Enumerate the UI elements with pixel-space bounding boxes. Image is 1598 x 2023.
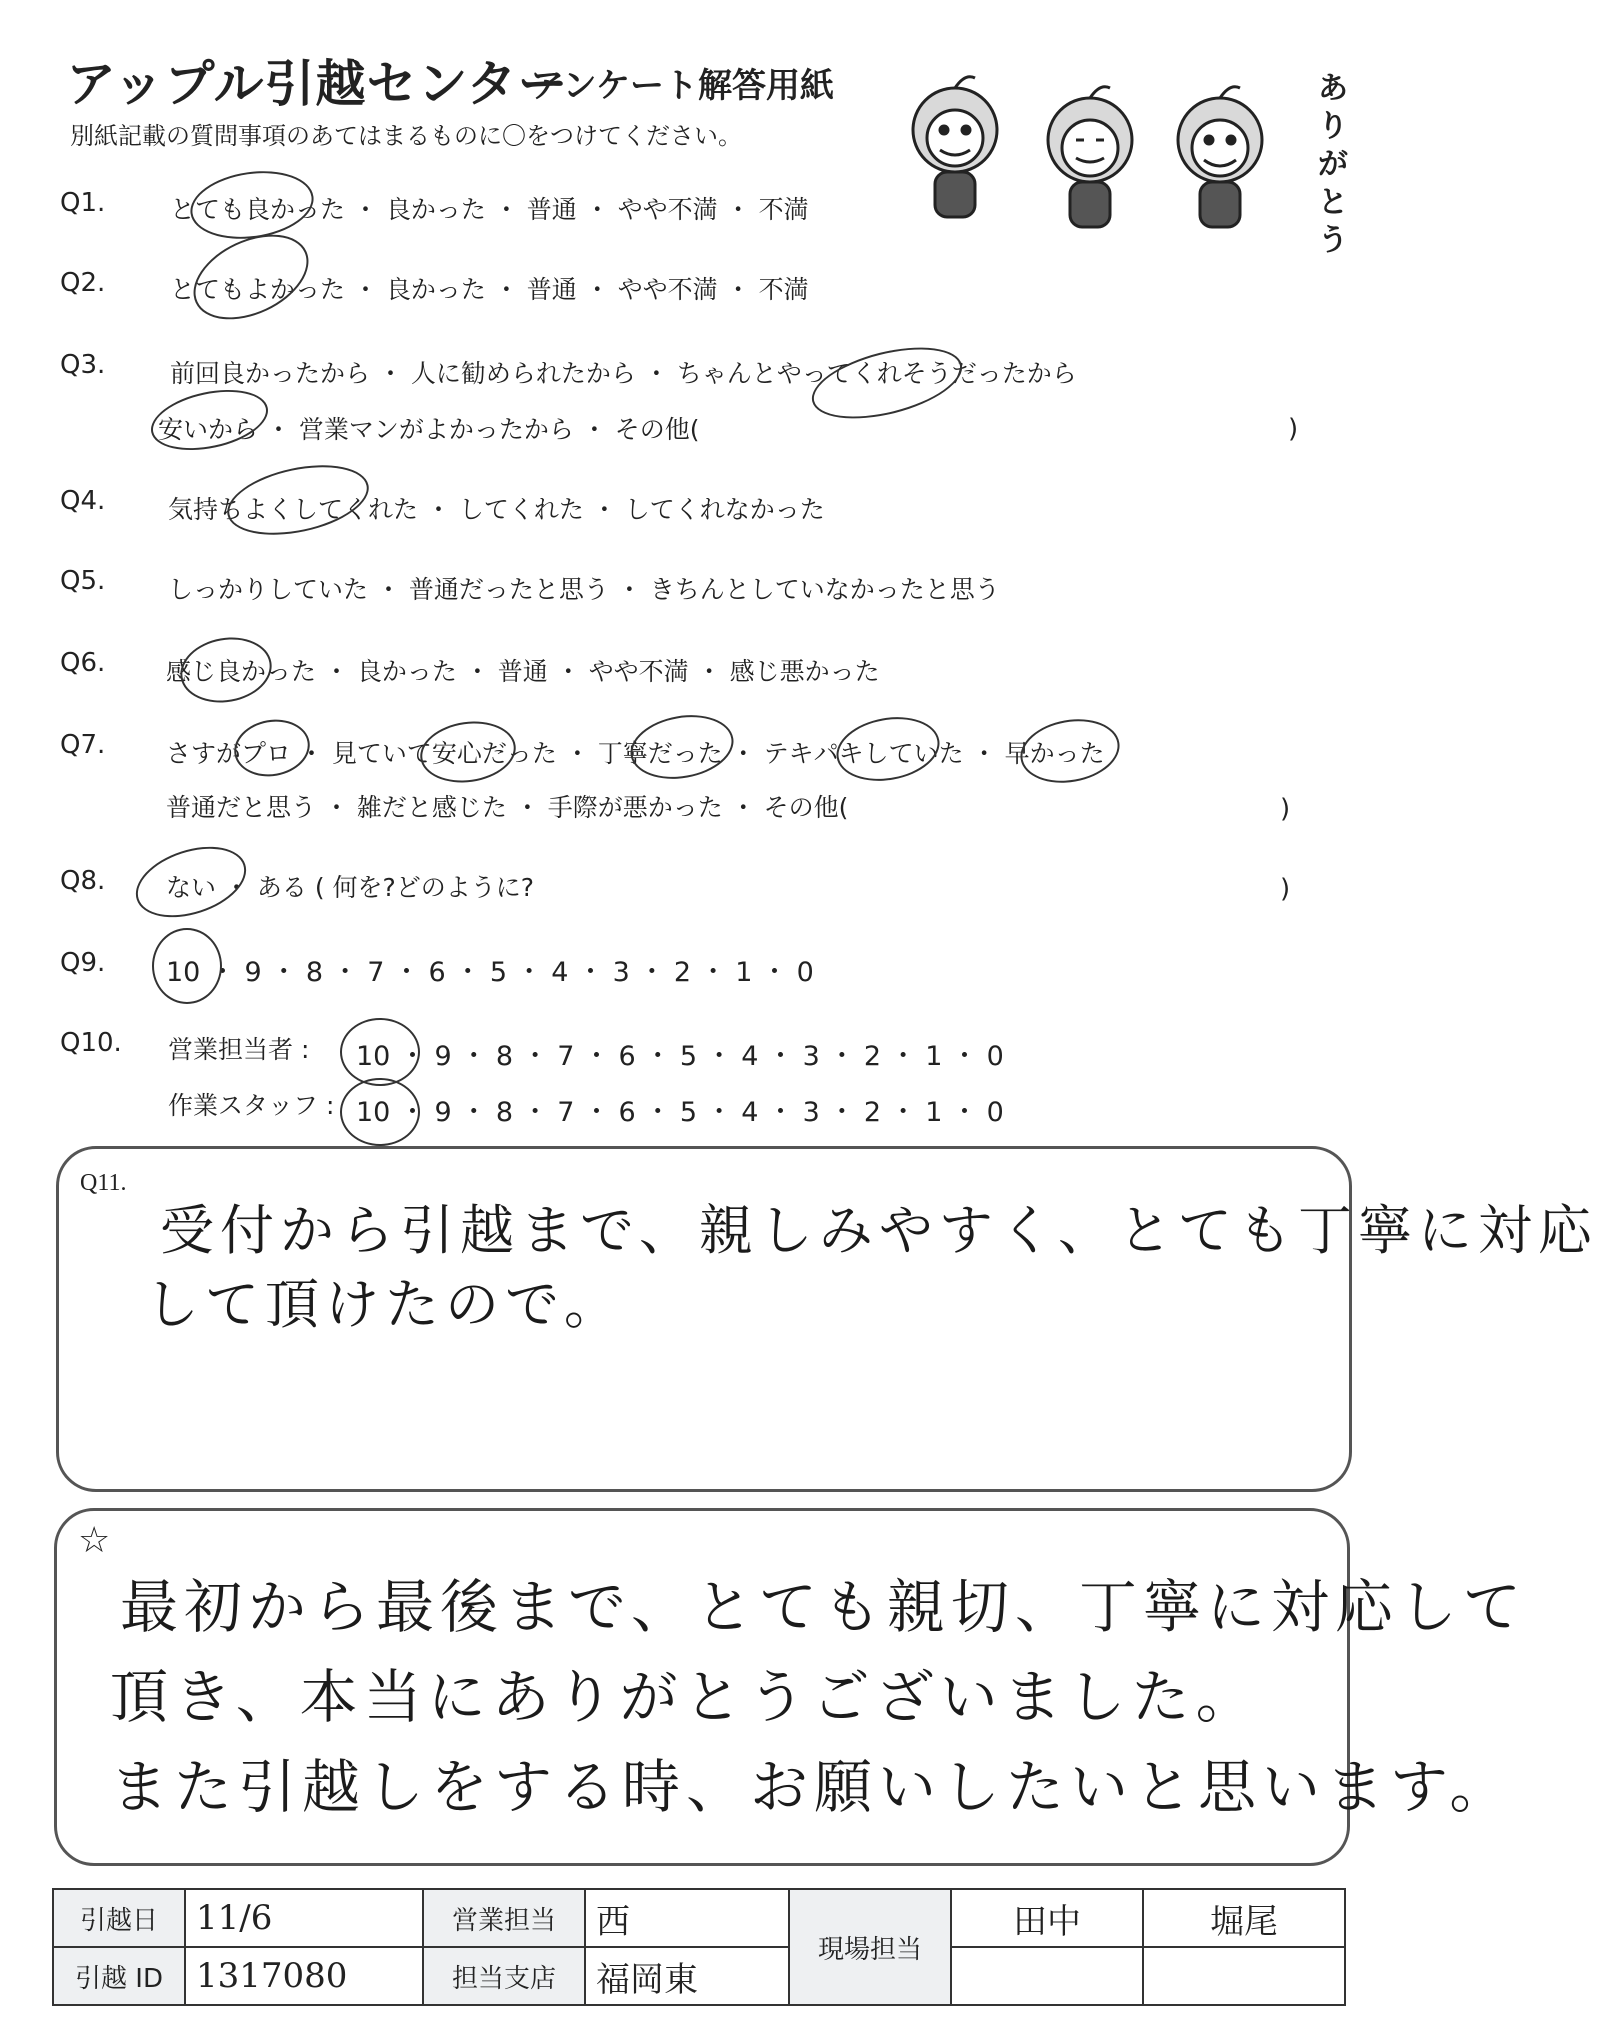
q4-options[interactable]: 気持ちよくしてくれた ・ してくれた ・ してくれなかった <box>168 495 825 524</box>
move-info-table <box>52 1888 1346 2006</box>
q7-answer-circle-2 <box>416 716 519 789</box>
q5-number: Q5. <box>60 566 106 596</box>
star-icon: ☆ <box>78 1520 111 1561</box>
q6-answer-circle <box>175 630 277 709</box>
comment-handwritten-line3: また引越しをする時、お願いしたいと思います。 <box>110 1753 1514 1821</box>
q6-options[interactable]: 感じ良かった ・ 良かった ・ 普通 ・ やや不満 ・ 感じ悪かった <box>166 657 880 686</box>
move-date-value: 11/6 <box>185 1889 423 1947</box>
q3-number: Q3. <box>60 350 106 380</box>
q8-options[interactable]: ない ・ ある ( 何を?どのように? <box>166 873 535 902</box>
sales-rep-value: 西 <box>585 1889 789 1947</box>
q1-answer-circle <box>186 164 318 247</box>
q1-number: Q1. <box>60 188 106 218</box>
q1-options[interactable]: とても良かった ・ 良かった ・ 普通 ・ やや不満 ・ 不満 <box>170 195 809 224</box>
q3-answer-circle-1 <box>805 334 969 431</box>
site-staff-2-value: 堀尾 <box>1143 1889 1345 1947</box>
q3-close-paren: ) <box>1288 414 1299 444</box>
q8-close-paren: ) <box>1280 874 1291 904</box>
sales-rep-label: 営業担当 <box>423 1889 585 1947</box>
q10-number: Q10. <box>60 1028 122 1058</box>
q7-answer-circle-1 <box>230 714 315 782</box>
q11-handwritten-line1: 受付から引越まで、親しみやすく、とても丁寧に対応 <box>160 1199 1598 1262</box>
q9-answer-circle <box>152 928 222 1004</box>
q9-options[interactable]: 10 ・ 9 ・ 8 ・ 7 ・ 6 ・ 5 ・ 4 ・ 3 ・ 2 ・ 1 ・ 0 <box>166 957 814 988</box>
site-staff-2-empty-cell <box>1143 1947 1345 2005</box>
monkey-mascots-illustration <box>880 60 1310 240</box>
site-staff-1-empty-cell <box>951 1947 1143 2005</box>
form-title: アップル引越センター <box>66 55 569 113</box>
q2-options[interactable]: とてもよかった ・ 良かった ・ 普通 ・ やや不満 ・ 不満 <box>170 275 809 304</box>
q10-sales-label: 営業担当者 : <box>168 1035 310 1064</box>
instruction-text: 別紙記載の質問事項のあてはまるものに〇をつけてください。 <box>70 122 742 150</box>
q5-options[interactable]: しっかりしていた ・ 普通だったと思う ・ きちんとしていなかったと思う <box>168 575 1000 604</box>
q7-close-paren: ) <box>1280 794 1291 824</box>
q10-staff-answer-circle <box>340 1078 420 1146</box>
q10-staff-label: 作業スタッフ : <box>168 1091 335 1120</box>
q4-number: Q4. <box>60 486 106 516</box>
branch-label: 担当支店 <box>423 1947 585 2005</box>
q3-options-line1[interactable]: 前回良かったから ・ 人に勧められたから ・ ちゃんとやってくれそうだったから <box>170 359 1077 388</box>
q3-answer-circle-2 <box>145 380 273 460</box>
site-staff-label: 現場担当 <box>789 1889 951 2005</box>
q10-sales-options[interactable]: 10 ・ 9 ・ 8 ・ 7 ・ 6 ・ 5 ・ 4 ・ 3 ・ 2 ・ 1 ・ 0 <box>356 1041 1004 1072</box>
q7-options-line2[interactable]: 普通だと思う ・ 雑だと感じた ・ 手際が悪かった ・ その他( <box>166 793 849 822</box>
q8-number: Q8. <box>60 866 106 896</box>
comment-handwritten-line2: 頂き、本当にありがとうございました。 <box>110 1663 1260 1731</box>
q9-number: Q9. <box>60 948 106 978</box>
site-staff-1-value: 田中 <box>951 1889 1143 1947</box>
q3-options-line2[interactable]: 安いから ・ 営業マンがよかったから ・ その他( <box>158 415 700 444</box>
mascot-thanks-text: ありがとう <box>1318 71 1348 258</box>
q7-number: Q7. <box>60 730 106 760</box>
q10-sales-answer-circle <box>340 1018 420 1086</box>
comment-handwritten-line1: 最初から最後まで、とても親切、丁寧に対応して <box>120 1573 1527 1641</box>
q6-number: Q6. <box>60 648 106 678</box>
q7-options-line1[interactable]: さすがプロ ・ 見ていて安心だった ・ 丁寧だった ・ テキパキしていた ・ 早かった <box>166 739 1105 768</box>
form-subtitle: アンケート解答用紙 <box>530 66 834 106</box>
q11-label: Q11. <box>80 1170 127 1196</box>
move-id-value: 1317080 <box>185 1947 423 2005</box>
q8-answer-circle <box>127 834 255 930</box>
move-date-label: 引越日 <box>53 1889 185 1947</box>
branch-value: 福岡東 <box>585 1947 789 2005</box>
q7-answer-circle-3 <box>625 707 738 786</box>
q4-answer-circle <box>221 454 375 547</box>
q2-number: Q2. <box>60 268 106 298</box>
move-id-label: 引越 ID <box>53 1947 185 2005</box>
q7-answer-circle-4 <box>831 709 944 788</box>
q11-handwritten-line2: して頂けたので。 <box>145 1273 624 1336</box>
q7-answer-circle-5 <box>1015 712 1124 790</box>
q10-staff-options[interactable]: 10 ・ 9 ・ 8 ・ 7 ・ 6 ・ 5 ・ 4 ・ 3 ・ 2 ・ 1 ・ 0 <box>356 1097 1004 1128</box>
